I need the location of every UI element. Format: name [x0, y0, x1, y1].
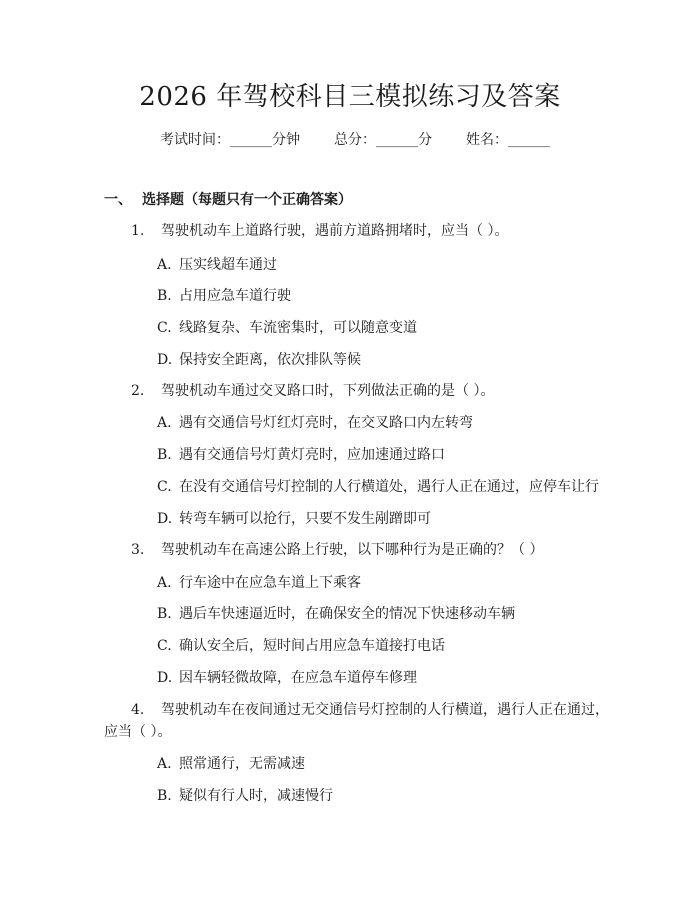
- option-2a: [157, 413, 473, 433]
- question-3: [131, 540, 543, 560]
- exam-meta: [160, 130, 550, 150]
- option-text: 确认安全后，短时间占用应急车道接打电话: [179, 638, 445, 654]
- section-number: 一、: [104, 192, 132, 208]
- option-text: 照常通行，无需减速: [179, 756, 305, 772]
- option-letter: A.: [157, 257, 172, 273]
- option-text: 因车辆轻微故障，在应急车道停车修理: [179, 670, 417, 686]
- option-4a: [157, 754, 305, 774]
- option-2d: [157, 509, 431, 529]
- option-letter: A.: [157, 415, 172, 431]
- option-letter: B.: [157, 606, 172, 622]
- option-2c: [157, 477, 599, 497]
- option-text: 保持安全距离，依次排队等候: [179, 352, 361, 368]
- option-1a: [157, 255, 277, 275]
- option-1d: [157, 350, 361, 370]
- option-3d: [157, 668, 417, 688]
- option-letter: C.: [157, 638, 172, 654]
- option-3a: [157, 573, 361, 593]
- question-1: [131, 221, 508, 241]
- option-text: 转弯车辆可以抢行，只要不发生剐蹭即可: [179, 511, 431, 527]
- option-text: 疑似有行人时，减速慢行: [179, 788, 333, 804]
- question-4: [131, 700, 609, 720]
- option-text: 线路复杂、车流密集时，可以随意变道: [179, 320, 417, 336]
- section-heading: [104, 190, 352, 210]
- option-letter: D.: [157, 670, 173, 686]
- option-4b: [157, 786, 333, 806]
- option-1c: [157, 318, 417, 338]
- section-title: 选择题（每题只有一个正确答案）: [142, 192, 352, 208]
- question-2: [131, 381, 494, 401]
- question-text: 驾驶机动车通过交叉路口时，下列做法正确的是（ ）。: [161, 383, 495, 399]
- option-text: 占用应急车道行驶: [179, 288, 291, 304]
- option-2b: [157, 445, 445, 465]
- option-text: 行车途中在应急车道上下乘客: [179, 575, 361, 591]
- question-text: 驾驶机动车上道路行驶，遇前方道路拥堵时，应当（ ）。: [161, 223, 509, 239]
- option-text: 遇有交通信号灯红灯亮时，在交叉路口内左转弯: [179, 415, 473, 431]
- option-text: 压实线超车通过: [179, 257, 277, 273]
- option-letter: A.: [157, 575, 172, 591]
- option-3c: [157, 636, 445, 656]
- name-label: 姓名：______: [466, 132, 550, 148]
- question-text: 驾驶机动车在夜间通过无交通信号灯控制的人行横道，遇行人正在通过，: [161, 702, 609, 718]
- option-3b: [157, 604, 515, 624]
- option-letter: B.: [157, 447, 172, 463]
- option-letter: C.: [157, 479, 172, 495]
- page-title: 2026 年驾校科目三模拟练习及答案: [139, 82, 561, 112]
- exam-time-label: 考试时间：______分钟: [160, 132, 300, 148]
- option-letter: A.: [157, 756, 172, 772]
- option-letter: B.: [157, 788, 172, 804]
- option-letter: D.: [157, 511, 173, 527]
- option-text: 遇后车快速逼近时，在确保安全的情况下快速移动车辆: [179, 606, 515, 622]
- option-1b: [157, 286, 291, 306]
- question-number: 3.: [131, 542, 145, 558]
- option-letter: B.: [157, 288, 172, 304]
- question-number: 1.: [131, 223, 145, 239]
- option-letter: C.: [157, 320, 172, 336]
- question-text: 驾驶机动车在高速公路上行驶，以下哪种行为是正确的？（ ）: [161, 542, 544, 558]
- option-letter: D.: [157, 352, 173, 368]
- question-4-continued: [104, 722, 171, 742]
- option-text: 遇有交通信号灯黄灯亮时，应加速通过路口: [179, 447, 445, 463]
- question-number: 2.: [131, 383, 145, 399]
- question-text-continued: 应当（ ）。: [104, 724, 172, 740]
- option-text: 在没有交通信号灯控制的人行横道处，遇行人正在通过，应停车让行: [179, 479, 599, 495]
- question-number: 4.: [131, 702, 145, 718]
- total-score-label: 总分：______分: [334, 132, 432, 148]
